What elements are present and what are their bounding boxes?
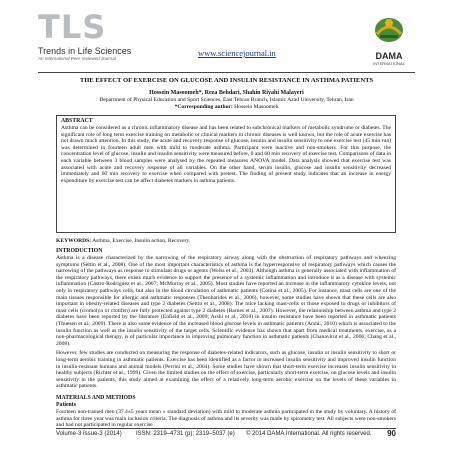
page-footer xyxy=(56,428,396,439)
keywords-label: KEYWORDS: xyxy=(56,238,92,244)
corresponding-author xyxy=(38,104,415,111)
corresponding-label: *Corresponding author: xyxy=(174,104,233,110)
methods-subheading: Patients xyxy=(56,402,76,408)
introduction-paragraph-1: Asthma is a disease characterized by the narrowing of the respiratory airway along with the obstruction of respiratory pathways and wheezing symptoms (Settin et al., 2008). One of the most important characteristics of asthma is the hyperresponsive of respiratory pathways which causes the narrowing of the pathways as response to stimulant drugs or agents (Weiss et al., 2003). Although asthma is generally associated with inflammation of the respiratory pathways, there exists much evidence to support the presence of a systemic inflammation and introduce it as a disease with systemic inflammation (Castro-Rodriguez et al., 2007; McMurray et al., 2005). Most studies have reported an increase in the inflammatory cytokine levels, not only in respiratory pathways cells, but also in the blood circulation of asthmatic patients (Cotina et al., 2005). For instance, mast cells are one of the main tissues responsible for allergic and asthmatic responses (Theoharides et al., 2006), however, some studies have shown that these cells are also important in obesity-related diseases and type 2 diabetes (Settin et al., 2008). The mice lacking mast-cells or those exposed to drugs or inhibitors of mast cells (cromolyn or ctotifen) are fully protected against type 2 diabetes (Barnes et al., 2007). However, the relationship between asthma and type 2 diabetes have been reported by the literature (Enfield et al., 2009; Arshi et al., 2010) in insulin resistance have been reported in asthmatic patients (Thuesen et al., 2009). There is also some evidence of the increased blood glucose levels in asthmatic patients (Arshi., 2010) which is associated to the insulin function as well as the insulin sensitivity of the target cells. Scientific evidence has shown that apart from medical treatments, exercise, as a non-pharmacological therapy, is of particular importance in improving pulmonary function in asthmatic patients (Chanavirut et al., 2006; Chang et al., 2008). xyxy=(56,255,396,347)
dama-logo-name: DAMA xyxy=(375,51,403,61)
introduction-heading: INTRODUCTION xyxy=(56,248,103,254)
keywords-text: Asthma, Exercise, Insulin action, Recovery. xyxy=(92,238,191,244)
page-number: 90 xyxy=(387,429,396,438)
methods-paragraph-1: Fourteen non-trained men (37.4±5 years mean ± standard deviation) with mild to moderate asthma participated in the study by voluntary. A history of asthma for three year was main inclusion criteria. The diagnosis of asthma and its severity was made by spirometry test. All subjects were non-smokers and had not participated in regular exercise xyxy=(56,409,396,429)
footer-volume: Volume-3 Issue-3 (2014) xyxy=(56,431,122,437)
keywords-line xyxy=(56,238,396,245)
article-affiliation: Department of Physical Education and Sport Sciences, East Tehran Branch, Islamic Azad University, Tehran, Iran xyxy=(99,97,354,103)
dama-emblem-icon xyxy=(372,14,406,44)
header-divider xyxy=(38,72,415,73)
tls-logo-mark: TLS xyxy=(38,8,107,46)
article-authors: Hossein Masoomeh*, Reza Behdari, Shahin Riyahi Malayeri xyxy=(149,90,304,96)
corresponding-name: Hossein Masoomeh xyxy=(234,104,279,110)
abstract-heading: ABSTRACT xyxy=(61,118,93,124)
tls-logo-name: Trends in Life Sciences xyxy=(38,46,132,56)
methods-heading: MATERIALS AND METHODS xyxy=(56,395,136,401)
footer-issn: ISSN: 2319–4731 (p); 2319–5037 (e) xyxy=(136,431,235,437)
introduction-paragraph-2: However, few studies are conducted on measuring the response of diabetes-related indicators, such as glucose, insulin or insulin sensitivity to short or long-term aerobic training in asthmatic patients. Exercise has been identified as a factor in increased insulin sensitivity and improved insulin function in insulin-resistant humans and animal models (Perrini et al., 2004). Some studies have shown that short-term exercise increases insulin sensitivity in healthy subjects (Richter et al., 1999). Given the limited studies on the effect of exercise, particularly short-term exercise, on glucose levels and insulin sensitivity in the patients, this study aimed at examining the effect of a relatively long-term aerobic exercise on the levels of these variables in asthmatic patients. xyxy=(56,350,396,390)
introduction-section xyxy=(56,248,396,390)
footer-copyright: © 2014 DAMA International. All rights reserved. xyxy=(246,431,372,437)
abstract-box xyxy=(56,115,396,233)
journal-url-link[interactable]: www.sciencejournal.in xyxy=(198,48,276,58)
dama-logo xyxy=(363,14,415,70)
dama-logo-sub: INTERNATIONAL xyxy=(373,61,405,66)
tls-logo xyxy=(38,10,148,68)
page-header xyxy=(38,10,415,72)
article-title: THE EFFECT OF EXERCISE ON GLUCOSE AND INSULIN RESISTANCE IN ASTHMA PATIENTS xyxy=(79,77,374,84)
methods-section xyxy=(56,395,396,429)
tls-logo-tagline: An International Peer-reviewed Journal xyxy=(38,56,116,61)
abstract-text: Asthma can be considered as a chronic inflammatory disease and has been related to subchronical markers of metabolic syndrome or diabetes. The significant role of long term exercise training on metabolic or clinical markers in chronic diseases is well known, but the role of acute exercise has not drawn much attention. In this study, the acute and recovery response of glucose, insulin and insulin sensitivity to one exercise test (45 min run) was determined in fourteen adult men with mild to moderate asthma. Participant were inactive and non-smokers. For this purpose, the concentration level of glucose, insulin and insulin sensitivity were measured before, 0 and 60 min recovery of exercise test. Comparisons of data in each variable between 3 blood samples were analysed by the repeated measures ANOVA model. Data analysis showed that exercise test was associated with acute and recovery response of all variables. On the other hand, serum insulin, glucose and insulin sensitivity decreased immediately and 60 min recovery to exercise when compared with pretest. The finding of present study indicates that an increase in energy expenditure by exercise test can be affect diabetes markers in asthma patients. xyxy=(61,125,391,184)
